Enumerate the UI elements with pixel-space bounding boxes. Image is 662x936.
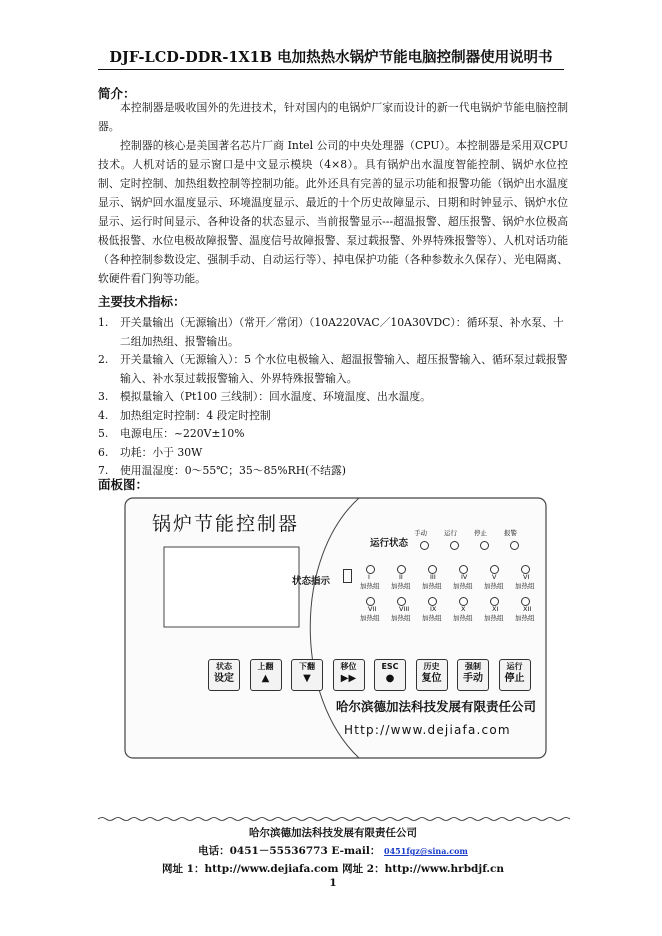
spec-item-text: 开关量输出（无源输出）（常开／常闭）（10A220VAC／10A30VDC）：循环泵、补水泵、十二组加热组、报警输出。 [120, 316, 564, 348]
panel-button-bottom-label: ● [385, 673, 395, 684]
page-number: 1 [329, 877, 337, 889]
footer-wave-divider [98, 816, 570, 822]
spec-item-text: 加热组定时控制：4 段定时控制 [120, 408, 271, 422]
status-led [420, 541, 429, 550]
panel-button[interactable] [457, 659, 489, 691]
status-led [450, 541, 459, 550]
spec-item [98, 351, 568, 388]
heater-roman: IX [430, 605, 437, 613]
panel-button-bottom-label: ▲ [261, 673, 270, 684]
heater-label: 加热组 [453, 614, 473, 622]
status-led [510, 541, 519, 550]
panel-button-bottom-label: 手动 [463, 673, 483, 684]
intro-paragraph-2: 控制器的核心是美国著名芯片厂商 Intel 公司的中央处理器（CPU）。本控制器是采用双CPU 技术。人机对话的显示窗口是中文显示模块（4×8）。具有锅炉出水温度智能控制、锅炉水位控制、定时控制、加热组数控制等控制功能。此外还具有完善的显示功能和报警功能（锅炉出水温度显示、锅炉回水温度显示、环境温度显示、最近的十个历史故障显示、日期和时钟显示、锅炉水位显示、运行时间显示、各种设备的状态显示、当前报警显示---超温报警、超压报警、锅炉水位极高极低报警、水位电极故障报警、温度信号故障报警、泵过载报警、外界特殊报警等）、人机对话功能（各种控制参数设定、强制手动、自动运行等）、掉电保护功能（各种参数永久保存）、光电隔离、软硬件看门狗等功能。 [98, 139, 568, 285]
panel-button-bottom-label: ▶▶ [340, 673, 357, 684]
panel-button-bottom-label: ▼ [303, 673, 311, 684]
status-led-label: 运行 [444, 529, 457, 537]
status-led [480, 541, 489, 550]
page-title: DJF-LCD-DDR-1X1B 电加热热水锅炉节能电脑控制器使用说明书 [98, 46, 564, 70]
spec-item-text: 模拟量输入（Pt100 三线制）：回水温度、环境温度、出水温度。 [120, 390, 431, 403]
spec-item [98, 407, 568, 426]
spec-item-number: 7. [98, 464, 109, 477]
spec-item-number: 4. [98, 408, 109, 422]
heater-roman: VIII [399, 605, 410, 613]
footer-contact [98, 843, 568, 858]
lcd-display [164, 547, 299, 627]
heater-roman: XII [523, 605, 532, 613]
panel-button-top-label: 运行 [506, 662, 523, 671]
footer-phone: 电话：0451－55536773 E-mail： [198, 845, 381, 857]
panel-button-bottom-label: 复位 [421, 673, 442, 684]
spec-item [98, 462, 568, 481]
heater-label: 加热组 [360, 582, 380, 590]
control-panel-diagram [124, 497, 547, 759]
heater-roman: V [492, 573, 497, 581]
panel-button-top-label: 强制 [465, 662, 481, 671]
panel-button-top-label: 下翻 [299, 662, 315, 671]
heater-label: 加热组 [515, 614, 535, 622]
footer-site-1[interactable]: 网址 1：http://www.dejiafa.com [161, 863, 339, 875]
state-indicator-led [343, 569, 352, 583]
panel-button[interactable] [374, 659, 406, 691]
heater-roman: X [461, 605, 466, 613]
panel-button[interactable] [499, 659, 531, 691]
status-led-label: 手动 [414, 529, 427, 537]
heater-label: 加热组 [422, 582, 442, 590]
spec-item [98, 444, 568, 463]
status-led-label: 报警 [504, 529, 517, 537]
panel-button-top-label: 上翻 [257, 662, 274, 671]
panel-title: 锅炉节能控制器 [152, 513, 300, 535]
panel-heading: 面板图： [98, 477, 149, 492]
status-led-label: 停止 [474, 529, 487, 537]
panel-company: 哈尔滨德加法科技发展有限责任公司 [336, 699, 537, 714]
specs-heading: 主要技术指标： [98, 294, 186, 309]
heater-label: 加热组 [484, 614, 504, 622]
panel-button-top-label: 状态 [216, 662, 232, 671]
heater-label: 加热组 [360, 614, 380, 622]
spec-item-number: 1. [98, 316, 109, 329]
specs-list [98, 314, 568, 481]
spec-item-number: 3. [98, 390, 109, 403]
panel-button-top-label: ESC [381, 662, 399, 671]
intro-heading: 简介： [98, 86, 136, 101]
heater-label: 加热组 [422, 614, 442, 622]
state-indicator-label: 状态指示 [292, 576, 331, 587]
spec-item [98, 314, 568, 351]
spec-item-text: 电源电压：~220V±10% [120, 427, 245, 440]
intro-paragraph-1: 本控制器是吸收国外的先进技术，针对国内的电锅炉厂家而设计的新一代电锅炉节能电脑控制器。 [98, 101, 568, 133]
heater-label: 加热组 [391, 614, 411, 622]
spec-item-number: 5. [98, 427, 109, 440]
heater-roman: VII [368, 605, 377, 613]
panel-button[interactable] [208, 659, 240, 691]
heater-roman: II [399, 573, 403, 581]
heater-label: 加热组 [453, 582, 473, 590]
footer-websites [98, 861, 568, 876]
heater-roman: IV [461, 573, 468, 581]
panel-button[interactable] [250, 659, 282, 691]
panel-button-top-label: 移位 [340, 662, 357, 671]
panel-button[interactable] [291, 659, 323, 691]
panel-url: Http://www.dejiafa.com [344, 723, 511, 737]
panel-button[interactable] [333, 659, 365, 691]
spec-item-number: 6. [98, 445, 109, 459]
heater-roman: XI [492, 605, 499, 613]
spec-item [98, 388, 568, 407]
heater-label: 加热组 [515, 582, 535, 590]
heater-roman: VI [523, 573, 530, 581]
panel-button-top-label: 历史 [423, 662, 440, 671]
heater-label: 加热组 [484, 582, 504, 590]
footer-email-link[interactable]: 0451fgz@sina.com [384, 846, 468, 856]
spec-item-text: 开关量输入（无源输入）：5 个水位电极输入、超温报警输入、超压报警输入、循环泵过载报警输入、补水泵过载报警输入、外界特殊报警输入。 [120, 353, 568, 385]
panel-button-bottom-label: 停止 [504, 673, 525, 684]
heater-roman: I [368, 573, 370, 581]
spec-item [98, 425, 568, 444]
heater-label: 加热组 [391, 582, 411, 590]
spec-item-text: 使用温湿度：0～55℃；35～85%RH(不结露) [120, 464, 346, 477]
spec-item-text: 功耗：小于 30W [120, 445, 203, 459]
heater-roman: III [430, 573, 436, 581]
panel-button[interactable] [416, 659, 448, 691]
spec-item-number: 2. [98, 353, 109, 366]
footer-company: 哈尔滨德加法科技发展有限责任公司 [249, 827, 417, 839]
footer-site-2[interactable]: 网址 2：http://www.hrbdjf.cn [342, 863, 505, 875]
panel-button-bottom-label: 设定 [214, 673, 234, 684]
run-status-label: 运行状态 [370, 538, 409, 549]
